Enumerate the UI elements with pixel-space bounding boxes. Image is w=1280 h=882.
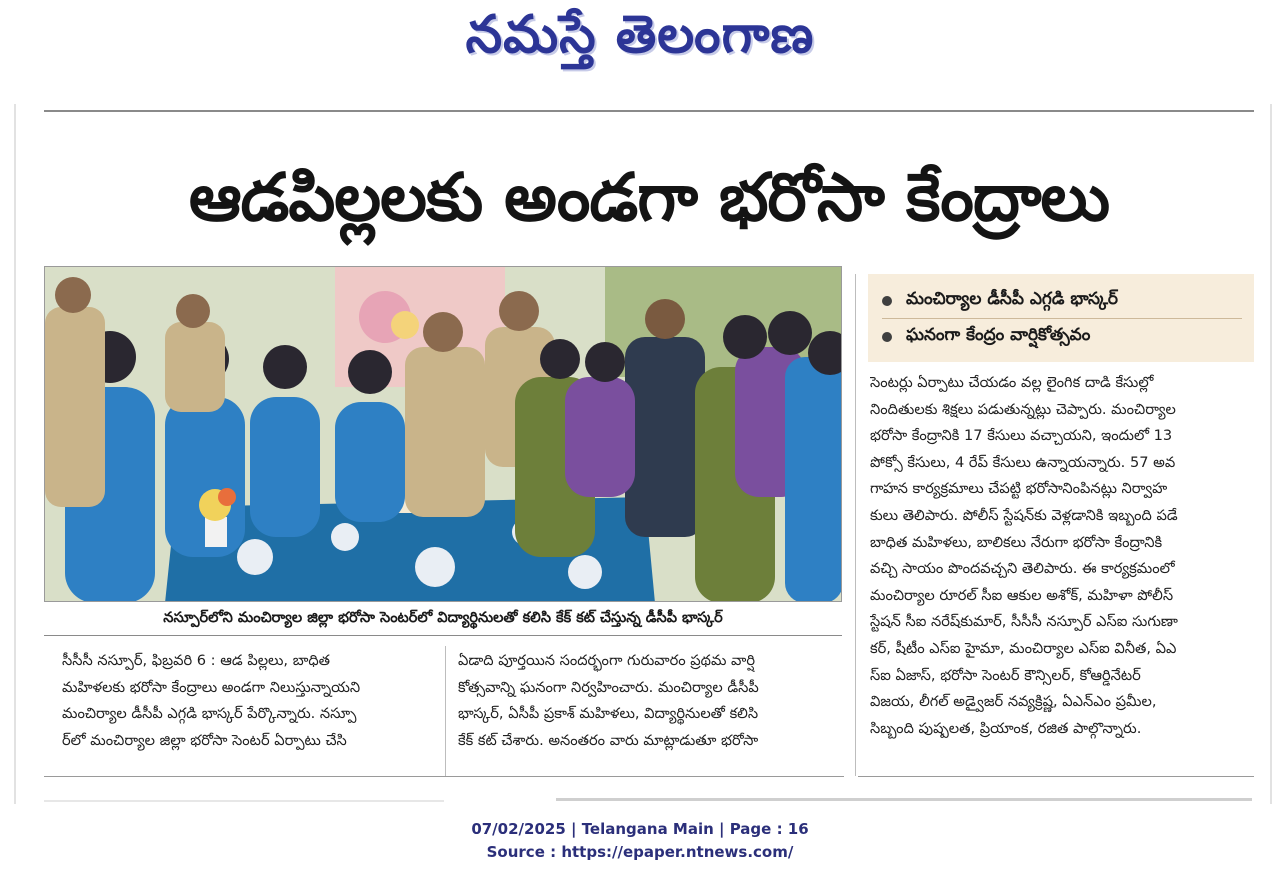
highlight-item <box>882 284 1242 318</box>
body-line: ర్‌లో మంచిర్యాల జిల్లా భరోసా సెంటర్ ఏర్పాటు చేసి <box>62 731 347 749</box>
top-rule <box>44 110 1254 112</box>
body-line: విజయ, లీగల్ అడ్వైజర్ నవ్యక్రిష్ణ, ఏఎన్ఎం ప్రమీల, <box>870 693 1157 711</box>
footer-date-page: 07/02/2025 | Telangana Main | Page : 16 <box>471 820 809 838</box>
body-line: నిందితులకు శిక్షలు పడుతున్నట్లు చెప్పారు. మంచిర్యాల <box>870 400 1176 418</box>
body-line: భాస్కర్, ఏసీపీ ప్రకాశ్ మహిళలు, విద్యార్థినులతో కలిసి <box>458 705 759 723</box>
article-column-1 <box>62 648 432 754</box>
footer-source: Source : https://epaper.ntnews.com/ <box>486 843 794 861</box>
body-line: స్టేషన్ సీఐ నరేష్‌కుమార్, సీసీసీ నస్పూర్ ఎస్ఐ సుగుణా <box>870 613 1178 631</box>
bottom-rule <box>858 776 1254 777</box>
column-divider <box>855 274 856 776</box>
photo-caption: నస్పూర్‌లోని మంచిర్యాల జిల్లా భరోసా సెంటర్‌లో విద్యార్థినులతో కలిసి కేక్ కట్ చేస్తున్న డీసీపీ భాస్కర్ <box>44 604 842 636</box>
highlight-text: ఘనంగా కేంద్రం వార్షికోత్సవం <box>906 325 1091 345</box>
article-column-3 <box>870 370 1244 742</box>
body-line: సెంటర్లు ఏర్పాటు చేయడం వల్ల లైంగిక దాడి కేసుల్లో <box>870 374 1154 391</box>
newspaper-masthead: నమస్తే తెలంగాణ <box>465 4 815 65</box>
bullet-icon <box>882 296 892 306</box>
highlights-box <box>868 274 1254 362</box>
page-left-edge <box>14 104 16 804</box>
body-line: ఏడాది పూర్తయిన సందర్భంగా గురువారం ప్రథమ వార్షి <box>458 652 755 669</box>
article-headline: ఆడపిల్లలకు అండగా భరోసా కేంద్రాలు <box>188 158 1110 236</box>
highlight-text: మంచిర్యాల డీసీపీ ఎగ్గడి భాస్కర్ <box>906 289 1118 309</box>
body-line: సిబ్బంది పుష్పలత, ప్రియాంక, రజిత పాల్గొన్నారు. <box>870 719 1142 737</box>
body-line: సీసీసీ నస్పూర్, ఫిబ్రవరి 6 : ఆడ పిల్లలు, బాధిత <box>62 652 331 669</box>
bottom-rule <box>44 776 844 777</box>
body-line: వచ్చి సాయం పొందవచ్చని తెలిపారు. ఈ కార్యక్రమంలో <box>870 560 1175 578</box>
body-line: స్ఐ ఏజాస్, భరోసా సెంటర్ కౌన్సిలర్, కోఆర్డినేటర్ <box>870 666 1141 684</box>
highlight-divider <box>882 318 1242 319</box>
body-line: బాధిత మహిళలు, బాలికలు నేరుగా భరోసా కేంద్రానికి <box>870 533 1163 551</box>
body-line: కులు తెలిపారు. పోలీస్ స్టేషన్‌కు వెళ్లడానికి ఇబ్బంది పడే <box>870 506 1178 524</box>
body-line: మంచిర్యాల రూరల్ సీఐ ఆకుల అశోక్, మహిళా పోలీస్ <box>870 586 1174 604</box>
column-divider <box>445 646 446 776</box>
body-line: భరోసా కేంద్రానికి 17 కేసులు వచ్చాయని, ఇందులో 13 <box>870 427 1173 445</box>
highlight-item <box>882 320 1242 354</box>
article-photo <box>44 266 842 602</box>
body-line: మహిళలకు భరోసా కేంద్రాలు అండగా నిలుస్తున్నాయని <box>62 678 361 696</box>
body-line: మంచిర్యాల డీసీపీ ఎగ్గడి భాస్కర్ పేర్కొన్నారు. నస్పూ <box>62 705 357 723</box>
photo-illustration <box>45 267 842 602</box>
body-line: గాహన కార్యక్రమాలు చేపట్టి భరోసానింపినట్లు నిర్వాహ <box>870 480 1168 498</box>
body-line: కేక్ కట్ చేశారు. అనంతరం వారు మాట్లాడుతూ భరోసా <box>458 731 759 749</box>
body-line: పోక్సో కేసులు, 4 రేప్ కేసులు ఉన్నాయన్నారు. 57 అవ <box>870 453 1176 471</box>
next-article-border <box>44 800 444 802</box>
body-line: కోత్సవాన్ని ఘనంగా నిర్వహించారు. మంచిర్యాల డీసీపీ <box>458 678 759 696</box>
next-article-border <box>556 798 1252 801</box>
body-line: కర్, షీటీం ఎస్ఐ హైమా, మంచిర్యాల ఎస్ఐ వినీత, ఏఎ <box>870 639 1177 657</box>
bullet-icon <box>882 332 892 342</box>
article-column-2 <box>458 648 834 754</box>
page-right-edge <box>1270 104 1272 804</box>
